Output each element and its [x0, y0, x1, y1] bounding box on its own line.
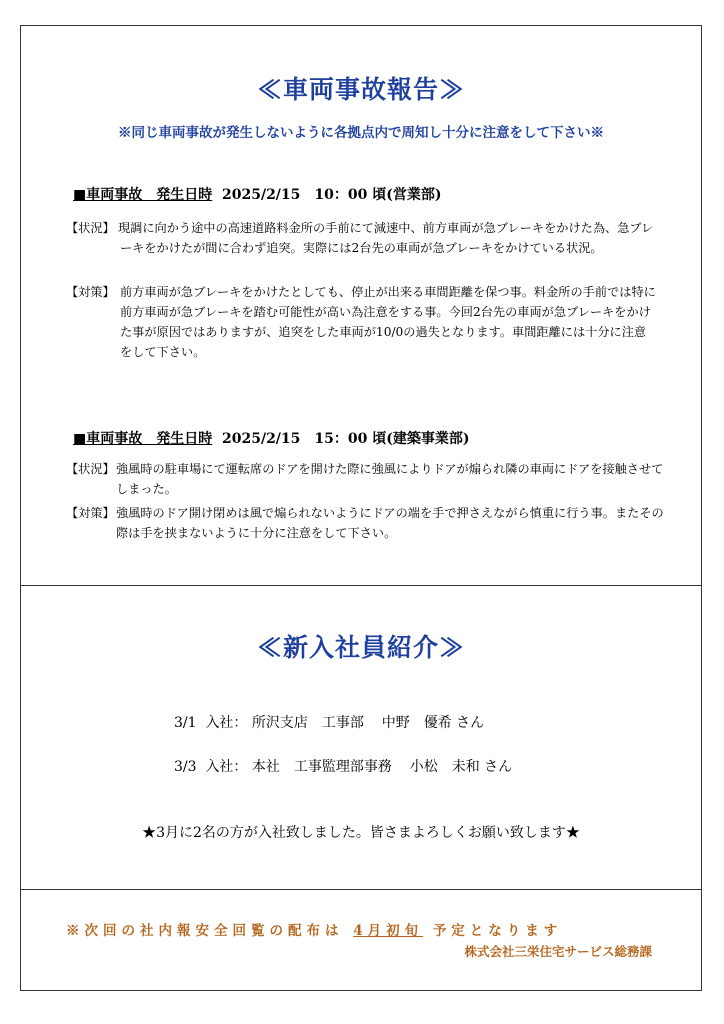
incident-heading-label: ■車両事故 発生日時 — [73, 187, 213, 203]
notice-prefix: ※次回の社内報安全回覧の配布は — [66, 923, 344, 939]
employee-entry — [174, 756, 512, 776]
entry-date: 3/1 — [174, 715, 197, 731]
measure-text: 前方車両が急ブレーキをかけたとしても、停止が出来る車間距離を保つ事。料金所の手前では特に前方車両が急ブレーキを踏む可能性が高い為注意をする事。今回2台先の車両が急ブレーキをかけた事が原因ではありますが、追突をした車両が10/0の過失となります。車間距離には十分に注意をして下さい。 — [120, 285, 656, 359]
entry-department: 本社 工事監理部事務 — [251, 759, 392, 775]
accident-report-title: ≪車両事故報告≫ — [256, 75, 465, 104]
measure-text: 強風時のドア開け閉めは風で煽られないようにドアの端を手で押さえながら慎重に行う事。またその際は手を挟まないように十分に注意をして下さい。 — [116, 506, 664, 540]
employee-entry — [174, 712, 484, 732]
incident-heading-detail: 2025/2/15 15：00 頃(建築事業部) — [221, 431, 470, 447]
situation-text: 強風時の駐車場にて運転席のドアを開けた際に強風によりドアが煽られ隣の車両にドアを接触させてしまった。 — [116, 462, 664, 496]
incident-measure — [66, 282, 666, 366]
incident-heading — [73, 428, 470, 448]
measure-tag: 【対策】 — [66, 285, 115, 299]
new-employees-title: ≪新入社員紹介≫ — [256, 633, 465, 662]
next-distribution-notice — [66, 919, 562, 939]
notice-suffix: 予定となります — [432, 923, 563, 939]
entry-label: 入社： — [205, 715, 248, 731]
incident-heading-label: ■車両事故 発生日時 — [73, 431, 213, 447]
notice-date: 4月初旬 — [353, 923, 424, 939]
entry-date: 3/3 — [174, 759, 197, 775]
entry-name: 小松 未和 さん — [409, 759, 513, 775]
section-divider — [20, 585, 702, 586]
situation-tag: 【状況】 — [66, 462, 115, 476]
company-name: 株式会社三栄住宅サービス総務課 — [464, 944, 652, 959]
entry-department: 所沢支店 工事部 — [251, 715, 364, 731]
incident-heading-detail: 2025/2/15 10：00 頃(営業部) — [221, 187, 442, 203]
entry-label: 入社： — [205, 759, 248, 775]
situation-text: 現調に向かう途中の高速道路料金所の手前にて減速中、前方車両が急ブレーキをかけた為、急ブレーキをかけたが間に合わず追突。実際には2台先の車両が急ブレーキをかけている状況。 — [118, 221, 654, 255]
new-employees-closing: ★3月に2名の方が入社致しました。皆さまよろしくお願い致します★ — [142, 825, 580, 841]
entry-name: 中野 優希 さん — [381, 715, 485, 731]
situation-tag: 【状況】 — [66, 221, 115, 235]
incident-situation — [66, 218, 666, 280]
accident-report-notice: ※同じ車両事故が発生しないように各拠点内で周知し十分に注意をして下さい※ — [118, 125, 604, 141]
incident-heading — [73, 184, 442, 204]
section-divider — [20, 889, 702, 890]
incident-measure — [66, 503, 672, 545]
incident-situation — [66, 459, 672, 501]
measure-tag: 【対策】 — [66, 506, 115, 520]
